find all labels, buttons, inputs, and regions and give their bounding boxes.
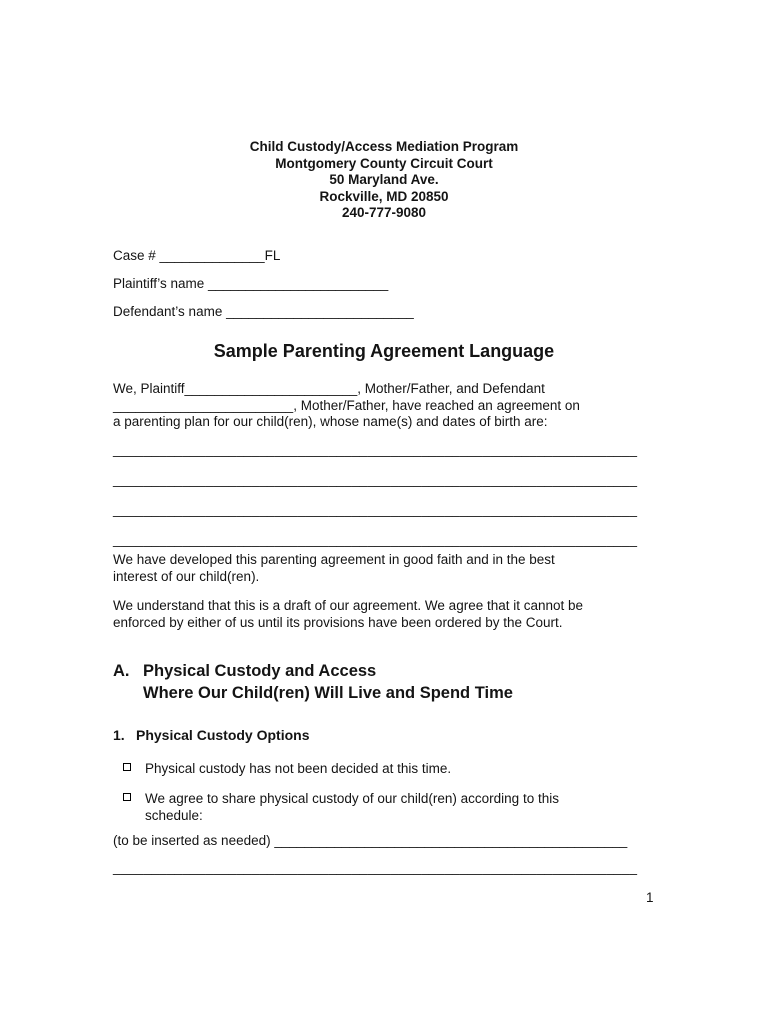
intro-line: a parenting plan for our child(ren), whose name(s) and dates of birth are: bbox=[113, 414, 548, 429]
section-a-title-line: Physical Custody and Access bbox=[143, 662, 377, 680]
case-number-line: Case # ______________FL bbox=[113, 248, 281, 263]
option-line: We agree to share physical custody of our child(ren) according to this bbox=[145, 791, 559, 806]
section-a-heading-line bbox=[113, 682, 635, 704]
subsection-1-marker: 1. bbox=[113, 727, 125, 743]
option-text bbox=[145, 790, 633, 824]
children-info-blank-line: ____________________________________________________________________ bbox=[113, 472, 638, 487]
subsection-1-heading bbox=[113, 726, 635, 744]
letterhead-line: 240-777-9080 bbox=[341, 205, 427, 220]
children-info-blank-line: ____________________________________________________________________ bbox=[113, 502, 638, 517]
case-info-block bbox=[113, 247, 635, 331]
letterhead-line: Montgomery County Circuit Court bbox=[275, 155, 493, 171]
children-info-blank-line: ____________________________________________________________________ bbox=[113, 532, 638, 547]
children-info-blanks bbox=[113, 441, 638, 561]
defendant-name-line: Defendant’s name _________________________ bbox=[113, 304, 414, 319]
document-title: Sample Parenting Agreement Language bbox=[213, 341, 555, 361]
subsection-1-title: Physical Custody Options bbox=[136, 727, 310, 743]
section-a-title-line: Where Our Child(ren) Will Live and Spend Time bbox=[143, 684, 513, 702]
custody-option-shared-schedule bbox=[123, 790, 633, 824]
paragraph-line: interest of our child(ren). bbox=[113, 568, 260, 584]
paragraph-draft-notice bbox=[113, 598, 635, 631]
custody-option-not-decided bbox=[123, 760, 633, 777]
letterhead-line: 50 Maryland Ave. bbox=[329, 172, 439, 187]
letterhead-line: Rockville, MD 20850 bbox=[319, 188, 449, 204]
paragraph-line: enforced by either of us until its provisions have been ordered by the Court. bbox=[113, 614, 563, 630]
children-info-blank-line: ____________________________________________________________________ bbox=[113, 442, 638, 457]
section-a-heading-line bbox=[113, 660, 635, 682]
letterhead-line: Child Custody/Access Mediation Program bbox=[249, 139, 519, 154]
option-line: schedule: bbox=[145, 808, 203, 823]
section-a-marker: A. bbox=[113, 662, 130, 680]
paragraph-line: We understand that this is a draft of our agreement. We agree that it cannot be bbox=[113, 598, 584, 613]
schedule-continuation-line: ____________________________________________________________________ bbox=[113, 860, 638, 875]
intro-paragraph bbox=[113, 381, 635, 431]
checkbox-icon bbox=[123, 763, 131, 771]
option-line: Physical custody has not been decided at this time. bbox=[145, 761, 452, 776]
paragraph-good-faith bbox=[113, 552, 635, 585]
plaintiff-name-line: Plaintiff’s name ________________________ bbox=[113, 276, 389, 291]
paragraph-line: We have developed this parenting agreement in good faith and in the best bbox=[113, 552, 555, 567]
page-number: 1 bbox=[646, 890, 654, 905]
intro-line: ________________________, Mother/Father, have reached an agreement on bbox=[113, 397, 580, 413]
schedule-insert-line: (to be inserted as needed) _______________________________________________ bbox=[113, 833, 628, 848]
section-a-heading bbox=[113, 660, 635, 704]
letterhead bbox=[0, 139, 768, 222]
intro-line: We, Plaintiff_______________________, Mother/Father, and Defendant bbox=[113, 381, 545, 396]
checkbox-icon bbox=[123, 793, 131, 801]
option-text bbox=[145, 760, 633, 777]
